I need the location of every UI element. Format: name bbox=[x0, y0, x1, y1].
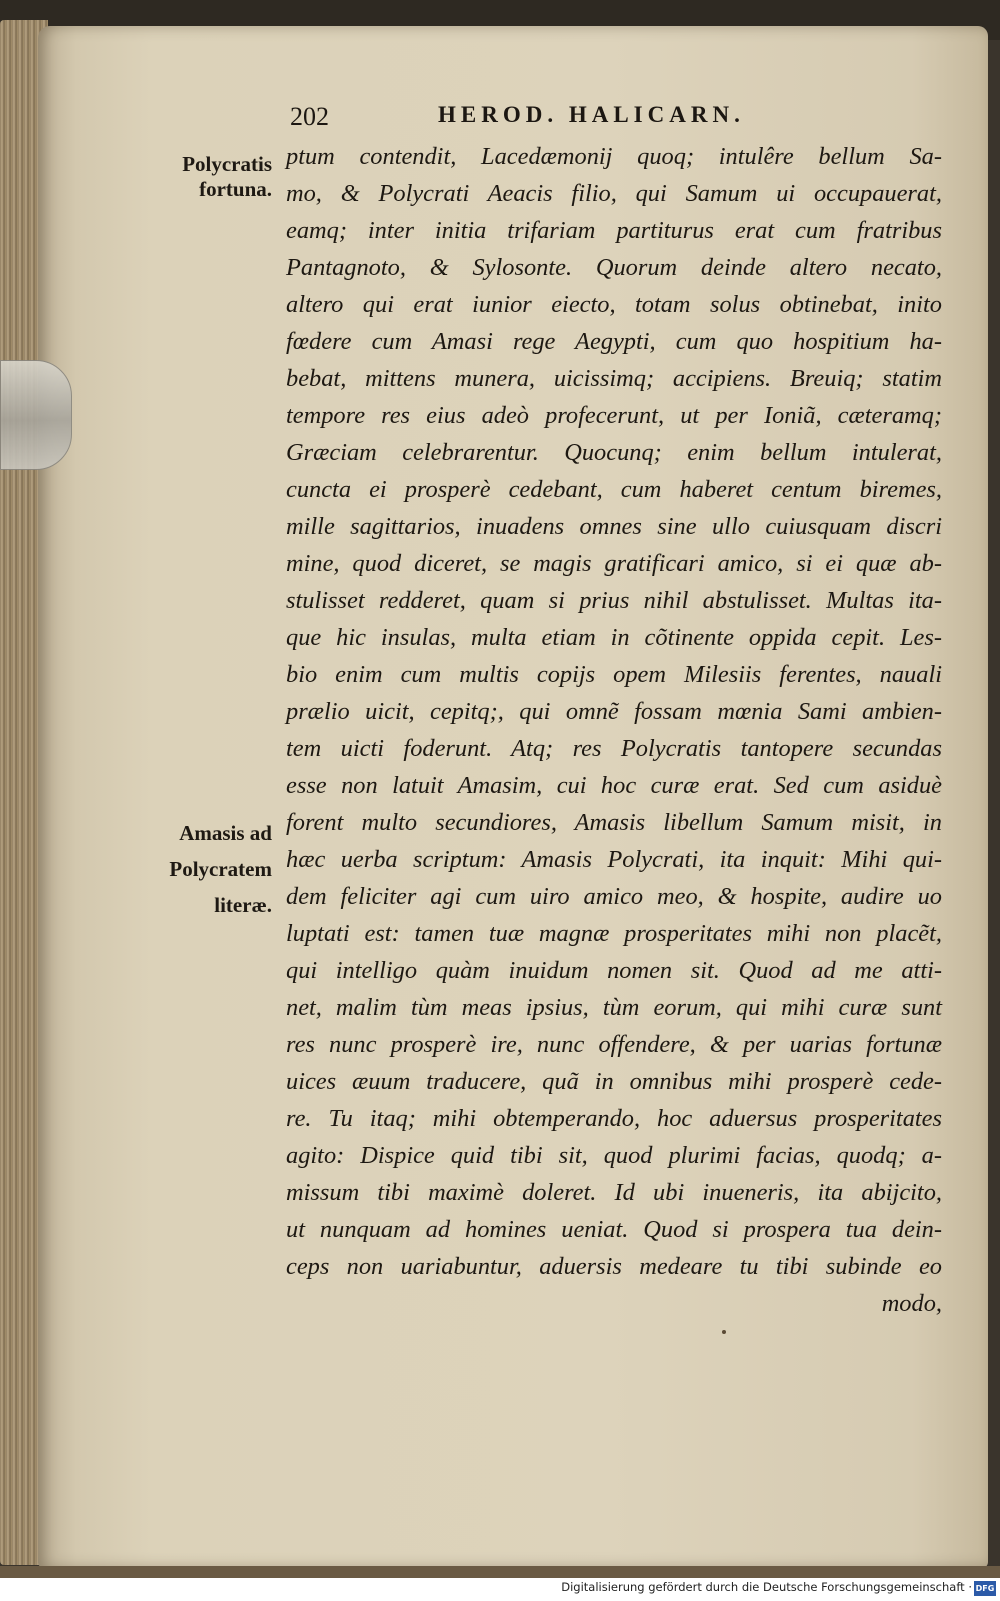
text-line: uices æuum traducere, quã in omnibus mihi prosperè cede- bbox=[286, 1068, 942, 1095]
footer-credit-text: Digitalisierung gefördert durch die Deutsche Forschungsgemeinschaft · bbox=[561, 1580, 972, 1594]
text-line: fœdere cum Amasi rege Aegypti, cum quo hospitium ha- bbox=[286, 328, 942, 355]
text-line: cuncta ei prosperè cedebant, cum haberet centum biremes, bbox=[286, 476, 942, 503]
text-line: luptati est: tamen tuæ magnæ prosperitates mihi non placẽt, bbox=[286, 920, 942, 947]
text-line: Græciam celebrarentur. Quocunq; enim bellum intulerat, bbox=[286, 439, 942, 466]
text-line: res nunc prosperè ire, nunc offendere, & per uarias fortunæ bbox=[286, 1031, 942, 1058]
text-line: tem uicti foderunt. Atq; res Polycratis tantopere secundas bbox=[286, 735, 942, 762]
marginal-note-line: Polycratis bbox=[182, 152, 272, 176]
text-line: que hic insulas, multa etiam in cõtinente oppida cepit. Les- bbox=[286, 624, 942, 651]
marginal-note-line: Amasis ad bbox=[179, 821, 272, 845]
page-number: 202 bbox=[290, 102, 329, 131]
text-line: dem feliciter agi cum uiro amico meo, & hospite, audire uo bbox=[286, 883, 942, 910]
text-line: mine, quod diceret, se magis gratificari amico, si ei quæ ab- bbox=[286, 550, 942, 577]
text-line: bebat, mittens munera, uicissimq; accipiens. Breuiq; statim bbox=[286, 365, 942, 392]
digitization-footer bbox=[0, 1578, 1000, 1601]
text-line: ptum contendit, Lacedæmonij quoq; intulêre bellum Sa- bbox=[286, 143, 942, 170]
text-line: re. Tu itaq; mihi obtemperando, hoc aduersus prosperitates bbox=[286, 1105, 942, 1132]
marginal-note-line: Polycratem bbox=[169, 857, 272, 881]
book-bottom-edge bbox=[0, 1566, 1000, 1578]
ink-spot bbox=[722, 1330, 726, 1334]
text-line: ceps non uariabuntur, aduersis medeare tu tibi subinde eo bbox=[286, 1253, 942, 1280]
marginal-note-polycratis-fortuna bbox=[122, 152, 272, 202]
text-line: hæc uerba scriptum: Amasis Polycrati, ita inquit: Mihi qui- bbox=[286, 846, 942, 873]
text-line: mo, & Polycrati Aeacis filio, qui Samum ui occupauerat, bbox=[286, 180, 942, 207]
text-line: altero qui erat iunior eiecto, totam solus obtinebat, inito bbox=[286, 291, 942, 318]
text-line: esse non latuit Amasim, cui hoc curæ erat. Sed cum asiduè bbox=[286, 772, 942, 799]
page-clip bbox=[0, 360, 72, 470]
text-line: forent multo secundiores, Amasis libellum Samum misit, in bbox=[286, 809, 942, 836]
text-line: qui intelligo quàm inuidum nomen sit. Quod ad me atti- bbox=[286, 957, 942, 984]
text-line: net, malim tùm meas ipsius, tùm eorum, qui mihi curæ sunt bbox=[286, 994, 942, 1021]
dfg-logo-icon: DFG bbox=[974, 1581, 996, 1596]
catchword: modo, bbox=[881, 1290, 942, 1317]
text-line: prælio uicit, cepitq;, qui omnẽ fossam mœnia Sami ambien- bbox=[286, 698, 942, 725]
text-line: mille sagittarios, inuadens omnes sine ullo cuiusquam discri bbox=[286, 513, 942, 540]
text-line: bio enim cum multis copijs opem Milesiis ferentes, nauali bbox=[286, 661, 942, 688]
text-line: tempore res eius adeò profecerunt, ut per Ioniã, cæteramq; bbox=[286, 402, 942, 429]
running-head: HEROD. HALICARN. bbox=[438, 102, 745, 127]
text-line: stulisset redderet, quam si prius nihil abstulisset. Multas ita- bbox=[286, 587, 942, 614]
text-line: missum tibi maximè doleret. Id ubi inueneris, ita abijcito, bbox=[286, 1179, 942, 1206]
marginal-note-line: fortuna. bbox=[199, 177, 272, 201]
text-line: agito: Dispice quid tibi sit, quod plurimi facias, quodq; a- bbox=[286, 1142, 942, 1169]
marginal-note-amasis-literae bbox=[122, 815, 272, 923]
marginal-note-line: literæ. bbox=[214, 893, 272, 917]
text-line: ut nunquam ad homines ueniat. Quod si prospera tua dein- bbox=[286, 1216, 942, 1243]
text-line: eamq; inter initia trifariam partiturus erat cum fratribus bbox=[286, 217, 942, 244]
text-line: Pantagnoto, & Sylosonte. Quorum deinde altero necato, bbox=[286, 254, 942, 281]
